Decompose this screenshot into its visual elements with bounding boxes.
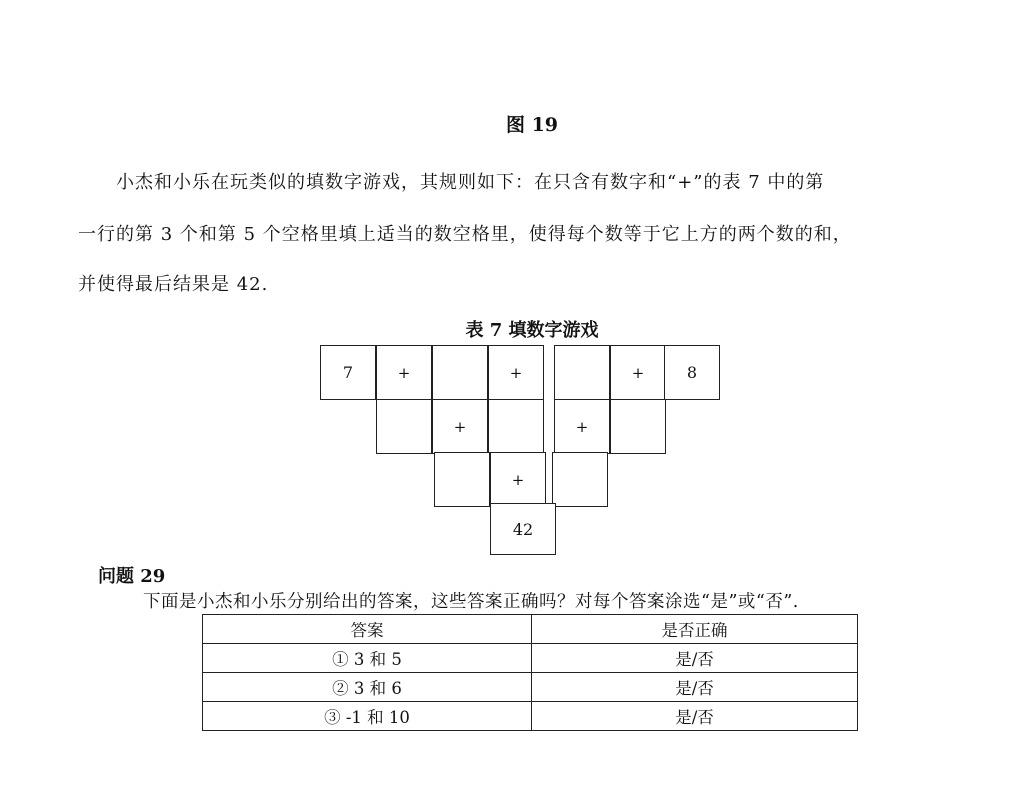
grid-cell-r2-c5 bbox=[610, 399, 666, 454]
intro-line-1: 小杰和小乐在玩类似的填数字游戏，其规则如下：在只含有数字和“+”的表 7 中的第 bbox=[116, 172, 825, 193]
grid-cell-r2-c3 bbox=[488, 399, 544, 454]
answer-choice-2[interactable]: 是/否 bbox=[532, 673, 858, 702]
grid-cell-r3-c3 bbox=[552, 452, 608, 507]
answer-option-2: ② 3 和 6 bbox=[203, 673, 532, 702]
answer-row bbox=[203, 702, 858, 731]
question-text: 下面是小杰和小乐分别给出的答案，这些答案正确吗？对每个答案涂选“是”或“否”. bbox=[143, 592, 799, 612]
grid-cell-r1-c1: 7 bbox=[320, 345, 376, 400]
intro-line-2: 一行的第 3 个和第 5 个空格里填上适当的数空格里，使得每个数等于它上方的两个数的和， bbox=[78, 224, 852, 245]
figure-title: 图 19 bbox=[505, 114, 559, 136]
grid-cell-r3-c1 bbox=[434, 452, 490, 507]
answer-table bbox=[202, 614, 858, 731]
answer-choice-3[interactable]: 是/否 bbox=[532, 702, 858, 731]
grid-cell-r1-c6: + bbox=[610, 345, 666, 400]
answer-choice-1[interactable]: 是/否 bbox=[532, 644, 858, 673]
grid-cell-r1-c7: 8 bbox=[664, 345, 720, 400]
answer-option-3: ③ -1 和 10 bbox=[203, 702, 532, 731]
grid-cell-r1-c2: + bbox=[376, 345, 432, 400]
answer-row bbox=[203, 644, 858, 673]
grid-cell-r2-c1 bbox=[376, 399, 432, 454]
question-title: 问题 29 bbox=[98, 566, 166, 587]
answer-table-header bbox=[203, 615, 858, 644]
header-answer: 答案 bbox=[203, 615, 532, 644]
table-title: 表 7 填数字游戏 bbox=[465, 320, 599, 341]
grid-cell-r1-c4: + bbox=[488, 345, 544, 400]
grid-cell-r3-c2: + bbox=[490, 452, 546, 507]
grid-cell-r1-c3[interactable] bbox=[432, 345, 488, 400]
grid-cell-r2-c4: + bbox=[554, 399, 610, 454]
answer-row bbox=[203, 673, 858, 702]
grid-cell-r4-c1: 42 bbox=[490, 503, 556, 555]
answer-option-1: ① 3 和 5 bbox=[203, 644, 532, 673]
header-correct: 是否正确 bbox=[532, 615, 858, 644]
grid-cell-r2-c2: + bbox=[432, 399, 488, 454]
grid-cell-r1-c5[interactable] bbox=[554, 345, 610, 400]
intro-line-3: 并使得最后结果是 42. bbox=[78, 274, 269, 295]
